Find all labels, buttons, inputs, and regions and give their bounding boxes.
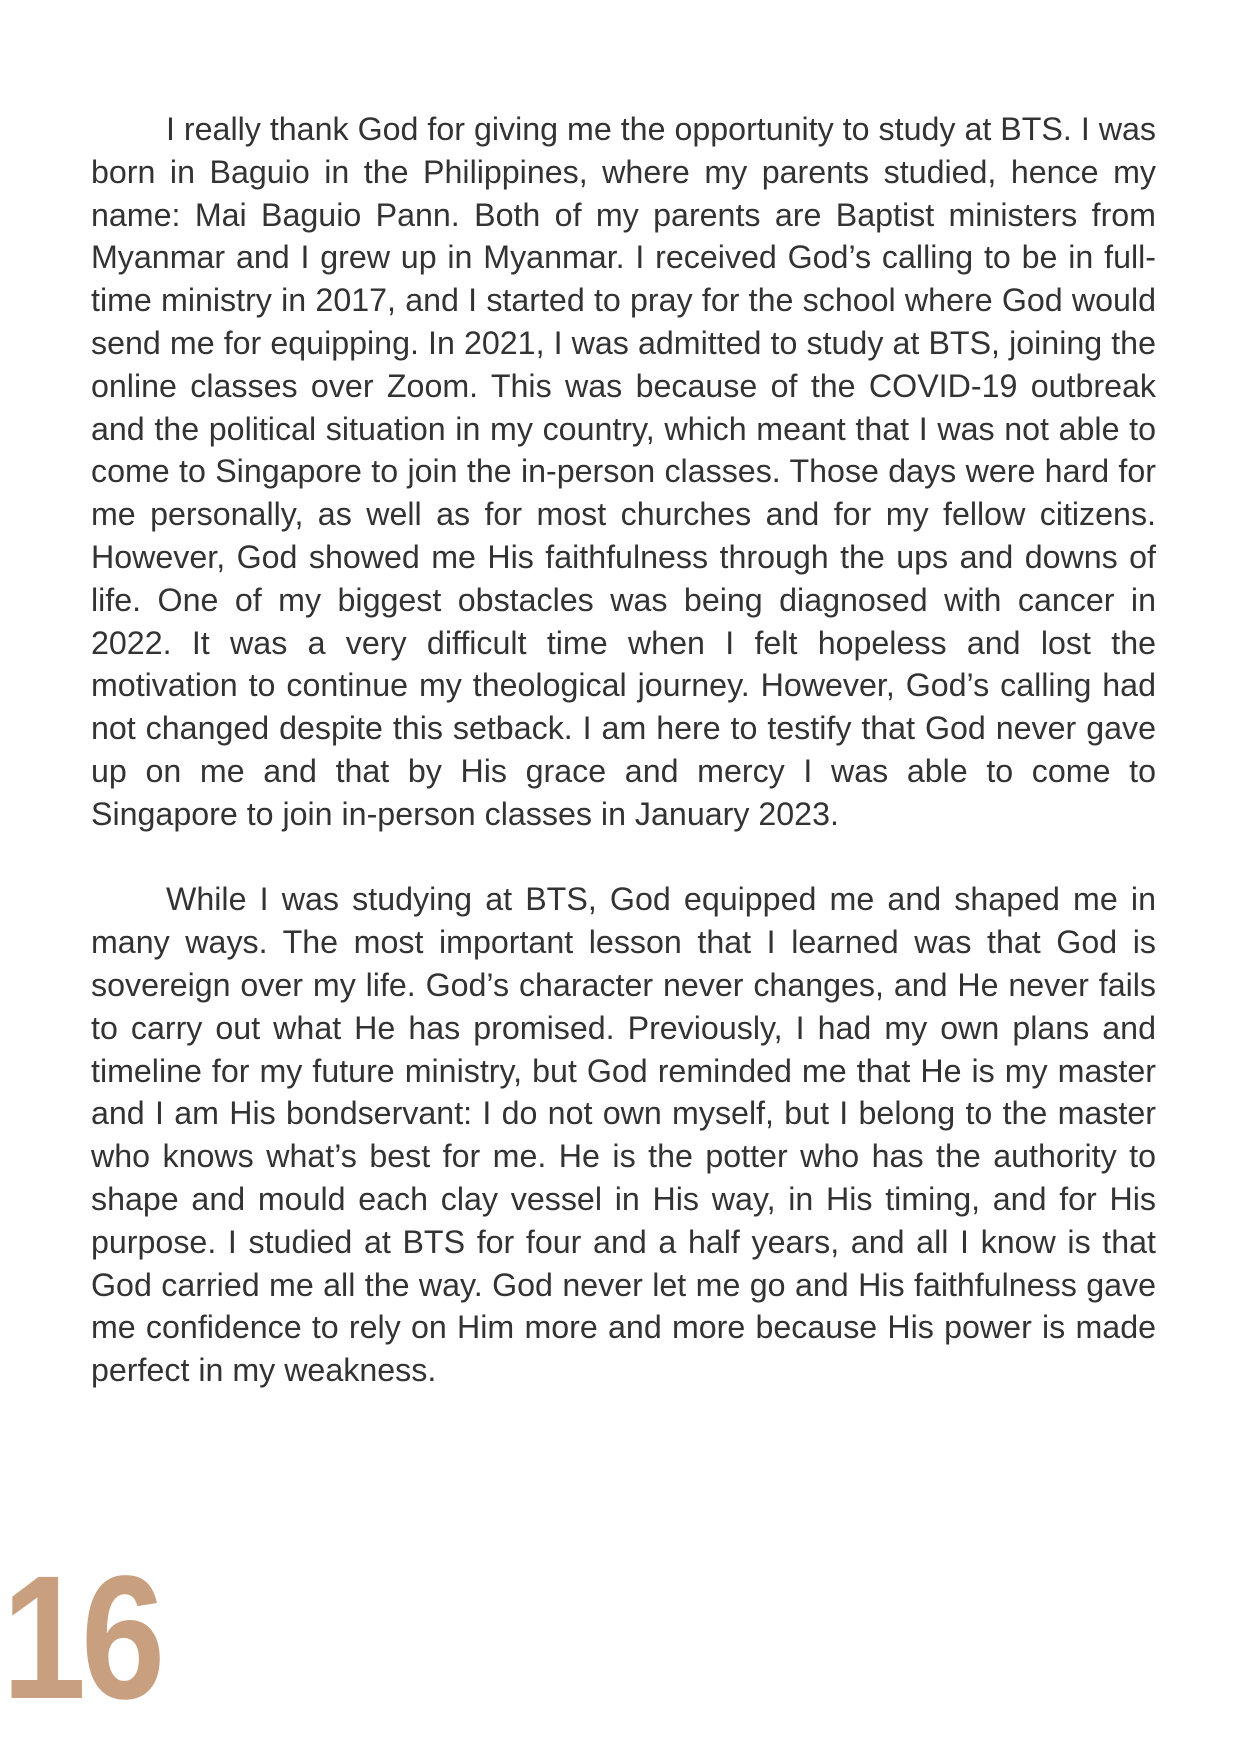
page-number: 16 bbox=[2, 1540, 161, 1736]
paragraph-2: While I was studying at BTS, God equipped me and shaped me in many ways. The most important lesson that I learned was that God is sovereign over my life. God’s character never changes, and He never fails to carry out what He has promised. Previously, I had my own plans and timeline for my future ministry, but God reminded me that He is my master and I am His bondservant: I do not own myself, but I belong to the master who knows what’s best for me. He is the potter who has the authority to shape and mould each clay vessel in His way, in His timing, and for His purpose. I studied at BTS for four and a half years, and all I know is that God carried me all the way. God never let me go and His faithfulness gave me confidence to rely on Him more and more because His power is made perfect in my weakness. bbox=[91, 881, 1156, 1389]
testimony-body bbox=[91, 108, 1156, 1392]
paragraph-1: I really thank God for giving me the opportunity to study at BTS. I was born in Baguio in the Philippines, where my parents studied, hence my name: Mai Baguio Pann. Both of my parents are Baptist ministers from Myanmar and I grew up in Myanmar. I received God’s calling to be in full-time ministry in 2017, and I started to pray for the school where God would send me for equipping. In 2021, I was admitted to study at BTS, joining the online classes over Zoom. This was because of the COVID-19 outbreak and the political situation in my country, which meant that I was not able to come to Singapore to join the in-person classes. Those days were hard for me personally, as well as for most churches and for my fellow citizens. However, God showed me His faithfulness through the ups and downs of life. One of my biggest obstacles was being diagnosed with cancer in 2022. It was a very difficult time when I felt hopeless and lost the motivation to continue my theological journey. However, God’s calling had not changed despite this setback. I am here to testify that God never gave up on me and that by His grace and mercy I was able to come to Singapore to join in-person classes in January 2023. bbox=[91, 111, 1156, 832]
